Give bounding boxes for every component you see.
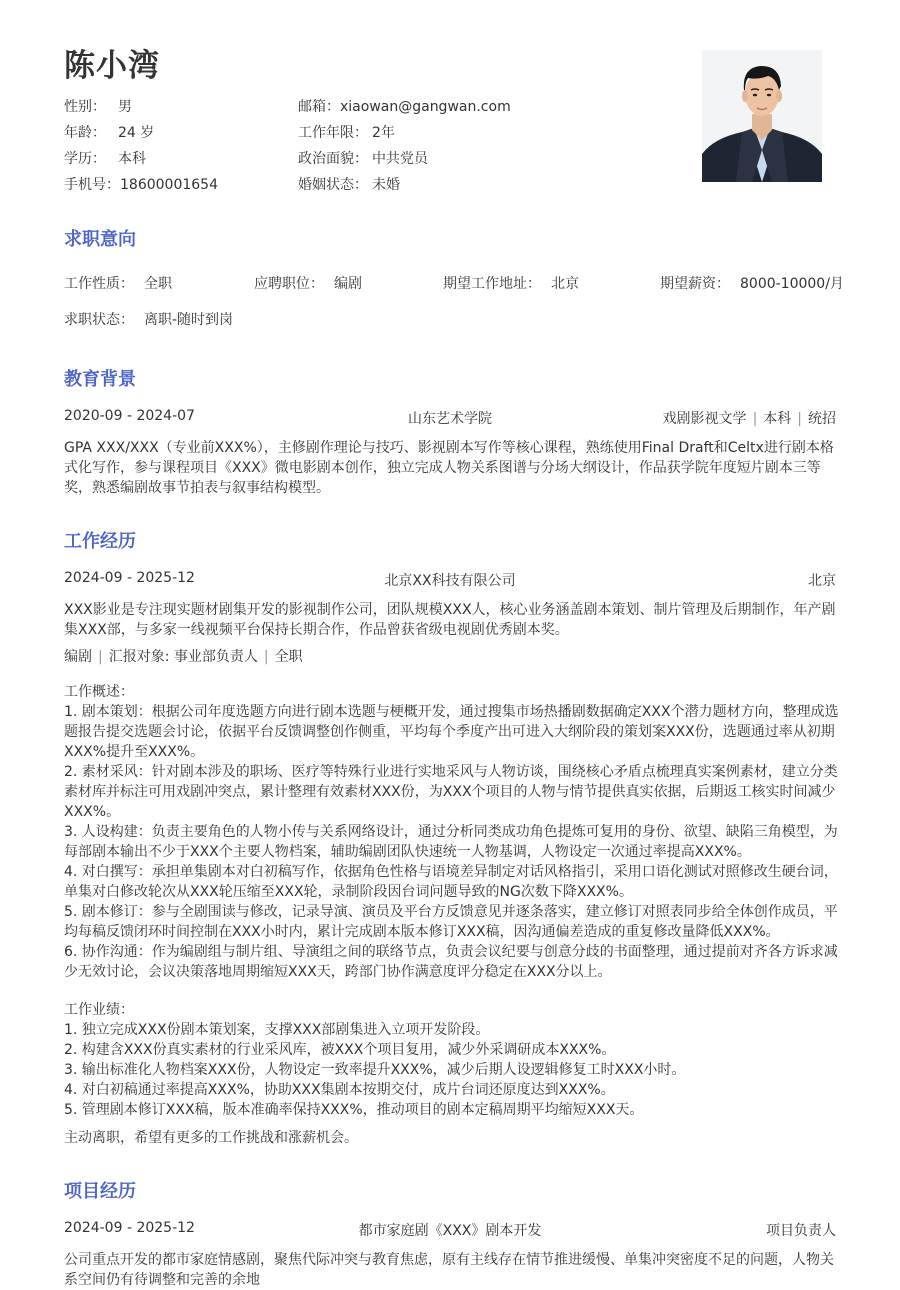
education-meta: 戏剧影视文学 | 本科 | 统招 <box>662 411 836 427</box>
work-type: 全职 <box>274 649 303 665</box>
info-education <box>64 148 146 168</box>
intent-value: 北京 <box>551 276 579 292</box>
info-value: 2年 <box>372 125 395 141</box>
project-date: 2024-09 - 2025-12 <box>64 1220 195 1236</box>
intent-position <box>254 273 362 293</box>
intent-value: 编剧 <box>334 276 362 292</box>
info-experience-years <box>298 122 395 142</box>
work-role: 编剧 <box>64 649 92 665</box>
info-age <box>64 122 154 142</box>
section-title-intent: 求职意向 <box>64 229 136 250</box>
work-leave-reason: 主动离职，希望有更多的工作挑战和涨薪机会。 <box>64 1130 358 1146</box>
work-report-to: 汇报对象: 事业部负责人 <box>108 649 258 665</box>
work-result-item: 4. 对白初稿通过率提高XXX%，协助XXX集剧本按期交付，成片台词还原度达到XXX%。 <box>64 1082 615 1098</box>
work-overview-item: 2. 素材采风：针对剧本涉及的职场、医疗等特殊行业进行实地采风与人物访谈，围绕核心矛盾点梳理真实案例素材，建立分类素材库并标注可用戏剧冲突点，累计整理有效素材XXX份，为XXX个项目的人物与情节提供真实依据，后期返工核实时间减少XXX%。 <box>64 764 838 820</box>
work-location: 北京 <box>808 573 836 589</box>
work-overview-item: 5. 剧本修订：参与全剧围读与修改，记录导演、演员及平台方反馈意见并逐条落实，建立修订对照表同步给全体创作成员，平均每稿反馈闭环时间控制在XXX小时内，累计完成剧本版本修订XXX稿，因沟通偏差造成的重复修改量降低XXX%。 <box>64 904 838 940</box>
info-value: 男 <box>118 99 132 115</box>
info-value: 24 岁 <box>118 125 155 141</box>
intent-status <box>64 309 233 329</box>
project-description: 公司重点开发的都市家庭情感剧，聚焦代际冲突与教育焦虑，原有主线存在情节推进缓慢、单集冲突密度不足的问题，人物关系空间仍有待调整和完善的余地 <box>64 1252 834 1288</box>
info-political-status <box>298 148 428 168</box>
work-result-item: 2. 构建含XXX份真实素材的行业采风库，被XXX个项目复用，减少外采调研成本XXX%。 <box>64 1042 616 1058</box>
info-label: 性别： <box>64 99 106 115</box>
work-overview-label: 工作概述： <box>64 684 134 700</box>
info-label: 邮箱： <box>298 99 340 115</box>
work-result-item: 1. 独立完成XXX份剧本策划案，支撑XXX部剧集进入立项开发阶段。 <box>64 1022 490 1038</box>
intent-location <box>443 273 579 293</box>
intent-label: 应聘职位： <box>254 276 324 292</box>
intent-label: 求职状态： <box>64 312 134 328</box>
avatar-photo <box>702 50 822 182</box>
work-overview-item: 4. 对白撰写：承担单集剧本对白初稿写作，依据角色性格与语境差异制定对话风格指引，采用口语化测试对照修改生硬台词，单集对白修改轮次从XXX轮压缩至XXX轮，录制阶段因台词问题导致的NG次数下降XXX%。 <box>64 864 838 900</box>
info-value: 中共党员 <box>372 151 428 167</box>
info-label: 学历： <box>64 151 106 167</box>
section-title-education: 教育背景 <box>64 369 136 390</box>
project-header-row <box>64 1220 836 1240</box>
education-header-row <box>64 408 836 428</box>
intent-label: 期望工作地址： <box>443 276 541 292</box>
info-label: 工作年限： <box>298 125 368 141</box>
info-email <box>298 96 511 116</box>
section-title-project: 项目经历 <box>64 1181 136 1202</box>
work-overview-item: 3. 人设构建：负责主要角色的人物小传与关系网络设计，通过分析同类成功角色提炼可复用的身份、欲望、缺陷三角模型，为每部剧本输出不少于XXX个主要人物档案，辅助编剧团队快速统一人物基调，人物设定一次通过率提高XXX%。 <box>64 824 838 860</box>
info-value: 未婚 <box>372 177 400 193</box>
work-role-row: 编剧 | 汇报对象: 事业部负责人 | 全职 <box>64 649 303 665</box>
intent-value: 8000-10000/月 <box>740 276 844 292</box>
intent-label: 期望薪资： <box>660 276 730 292</box>
education-school: 山东艺术学院 <box>408 411 492 427</box>
work-company-description: XXX影业是专注现实题材剧集开发的影视制作公司，团队规模XXX人，核心业务涵盖剧本策划、制片管理及后期制作，年产剧集XXX部，与多家一线视频平台保持长期合作，作品曾获省级电视剧优秀剧本奖。 <box>64 602 836 638</box>
info-label: 手机号： <box>64 177 120 193</box>
info-marital-status <box>298 174 400 194</box>
info-phone <box>64 174 218 194</box>
info-value: 18600001654 <box>120 177 218 193</box>
work-results <box>64 1000 839 1120</box>
intent-value: 离职-随时到岗 <box>144 312 234 328</box>
intent-job-type <box>64 273 172 293</box>
work-overview-item: 1. 剧本策划：根据公司年度选题方向进行剧本选题与梗概开发，通过搜集市场热播剧数据确定XXX个潜力题材方向，整理成选题报告提交选题会讨论，依据平台反馈调整创作侧重，平均每个季度产出可进入大纲阶段的策划案XXX份，选题通过率从初期XXX%提升至XXX%。 <box>64 704 839 760</box>
info-label: 年龄： <box>64 125 106 141</box>
section-title-work: 工作经历 <box>64 531 136 552</box>
portrait-illustration <box>702 50 822 182</box>
work-results-label: 工作业绩： <box>64 1002 134 1018</box>
info-label: 婚姻状态： <box>298 177 368 193</box>
intent-salary <box>660 273 844 293</box>
work-overview-item: 6. 协作沟通：作为编剧组与制片组、导演组之间的联络节点，负责会议纪要与创意分歧的书面整理，通过提前对齐各方诉求减少无效讨论，会议决策落地周期缩短XXX天，跨部门协作满意度评分稳定在XXX分以上。 <box>64 944 838 980</box>
education-major: 戏剧影视文学 <box>662 411 747 427</box>
work-overview <box>64 682 839 982</box>
info-label: 政治面貌： <box>298 151 368 167</box>
work-result-item: 3. 输出标准化人物档案XXX份，人物设定一致率提升XXX%，减少后期人设逻辑修复工时XXX小时。 <box>64 1062 686 1078</box>
project-name: 都市家庭剧《XXX》剧本开发 <box>358 1223 542 1239</box>
work-header-row <box>64 570 836 590</box>
work-company: 北京XX科技有限公司 <box>384 573 516 589</box>
project-role: 项目负责人 <box>766 1223 836 1239</box>
education-degree: 本科 <box>763 411 792 427</box>
info-value: xiaowan@gangwan.com <box>340 99 511 115</box>
info-gender <box>64 96 132 116</box>
info-value: 本科 <box>118 151 146 167</box>
education-type: 统招 <box>808 411 836 427</box>
education-description: GPA XXX/XXX（专业前XXX%），主修剧作理论与技巧、影视剧本写作等核心课程，熟练使用Final Draft和Celtx进行剧本格式化写作，参与课程项目《XXX》微电影剧本创作，独立完成人物关系图谱与分场大纲设计，作品获学院年度短片剧本三等奖，熟悉编剧故事节拍表与叙事结构模型。 <box>64 440 834 496</box>
candidate-name: 陈小湾 <box>64 48 160 84</box>
work-date: 2024-09 - 2025-12 <box>64 570 195 586</box>
intent-label: 工作性质： <box>64 276 134 292</box>
intent-value: 全职 <box>144 276 172 292</box>
work-result-item: 5. 管理剧本修订XXX稿，版本准确率保持XXX%，推动项目的剧本定稿周期平均缩短XXX天。 <box>64 1102 644 1118</box>
education-date: 2020-09 - 2024-07 <box>64 408 195 424</box>
